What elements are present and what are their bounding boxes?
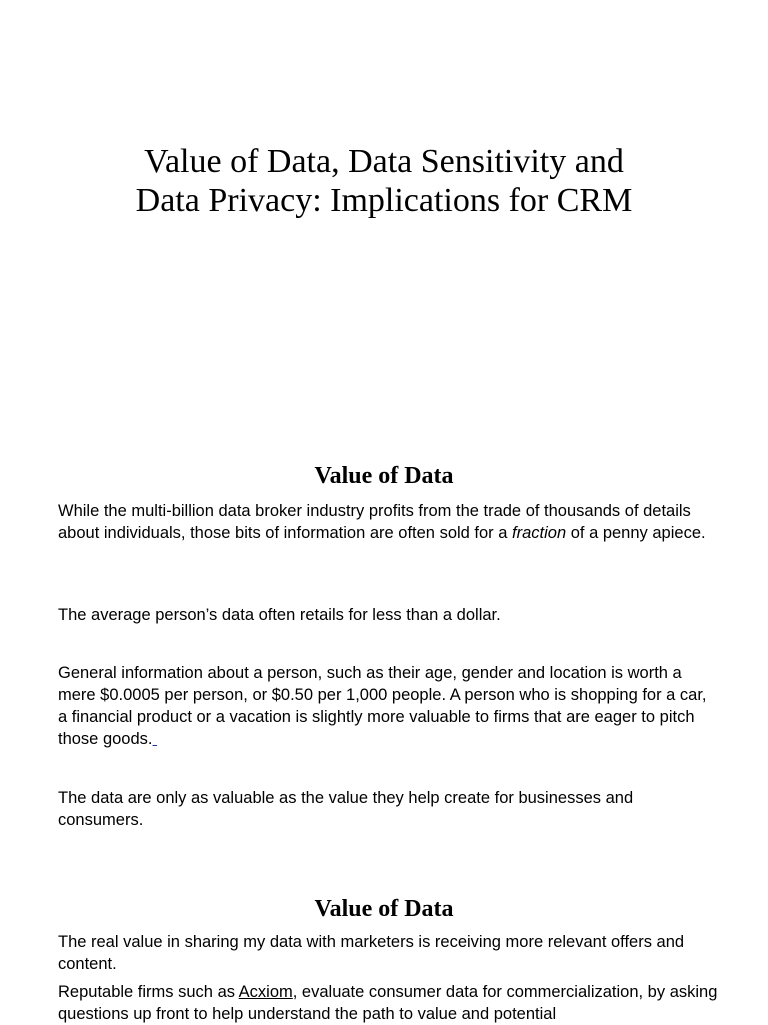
paragraph-reputable-firms: Reputable firms such as Acxiom, evaluate consumer data for commercialization, by asking questions up front to help understand the path to value and potential — [58, 983, 718, 1023]
acxiom-link[interactable]: Acxiom — [238, 983, 293, 1001]
paragraph-real-value: The real value in sharing my data with marketers is receiving more relevant offers and content. — [58, 933, 685, 973]
paragraph-general-information: General information about a person, such as their age, gender and location is worth a mere $0.0005 per person, or $0.50 per 1,000 people. A person who is shopping for a car, a financial product or a vacation is slightly more valuable to firms that are eager to pitch those goods. — [58, 664, 707, 748]
paragraph-data-broker: While the multi-billion data broker industry profits from the trade of thousands of details about individuals, those bits of information are often sold for a fraction of a penny apiece. — [58, 502, 706, 542]
emphasis-fraction: fraction — [512, 524, 567, 542]
section-heading-value-of-data: Value of Data — [314, 463, 454, 489]
paragraph-average-person: The average person’s data often retails for less than a dollar. — [58, 606, 501, 624]
title-line-2: Data Privacy: Implications for CRM — [135, 182, 633, 219]
title-line-1: Value of Data, Data Sensitivity and — [144, 143, 624, 180]
section-heading-value-of-data-2: Value of Data — [314, 896, 454, 922]
footnote-link[interactable] — [153, 730, 158, 748]
document-title — [0, 142, 768, 220]
paragraph-data-valuable: The data are only as valuable as the value they help create for businesses and consumers. — [58, 789, 634, 829]
